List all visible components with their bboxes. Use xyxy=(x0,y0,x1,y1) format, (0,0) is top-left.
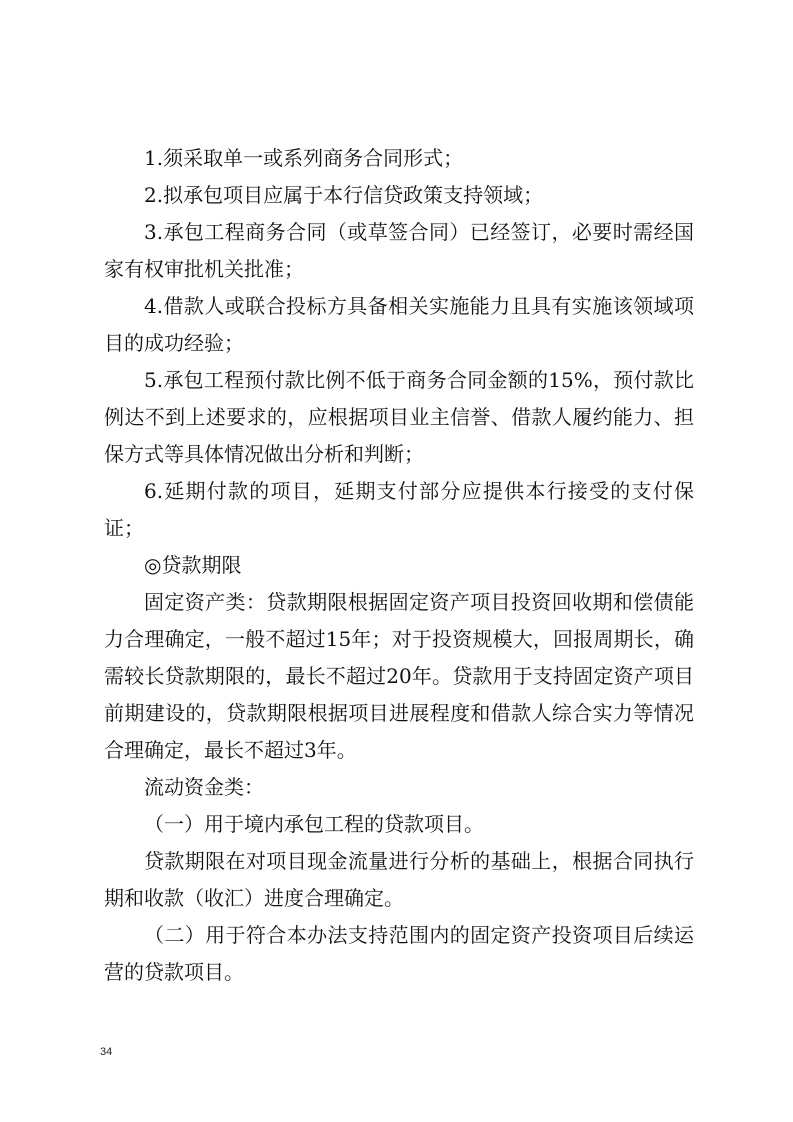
page-number: 34 xyxy=(100,1046,113,1058)
section-heading-loan-term: ◎贷款期限 xyxy=(144,553,242,577)
paragraph-condition-2: 2.拟承包项目应属于本行信贷政策支持领域； xyxy=(144,183,544,207)
document-body xyxy=(104,140,694,991)
paragraph-fixed-assets: 固定资产类：贷款期限根据固定资产项目投资回收期和偿债能力合理确定，一般不超过15年；对于投资规模大，回报周期长，确需较长贷款期限的，最长不超过20年。贷款用于支持固定资产项目前期建设的，贷款期限根据项目进展程度和借款人综合实力等情况合理确定，最长不超过3年。 xyxy=(104,590,694,762)
paragraph-condition-5: 5.承包工程预付款比例不低于商务合同金额的15%，预付款比例达不到上述要求的，应根据项目业主信誉、借款人履约能力、担保方式等具体情况做出分析和判断； xyxy=(104,368,694,466)
paragraph-item-1-detail: 贷款期限在对项目现金流量进行分析的基础上，根据合同执行期和收款（收汇）进度合理确定。 xyxy=(104,849,694,910)
paragraph-condition-1: 1.须采取单一或系列商务合同形式； xyxy=(144,146,464,170)
paragraph-item-1: （一）用于境内承包工程的贷款项目。 xyxy=(144,812,484,836)
paragraph-condition-3: 3.承包工程商务合同（或草签合同）已经签订，必要时需经国家有权审批机关批准； xyxy=(104,220,694,281)
paragraph-working-capital-heading: 流动资金类： xyxy=(144,775,264,799)
paragraph-condition-6: 6.延期付款的项目，延期支付部分应提供本行接受的支付保证； xyxy=(104,479,694,540)
paragraph-condition-4: 4.借款人或联合投标方具备相关实施能力且具有实施该领域项目的成功经验； xyxy=(104,294,694,355)
paragraph-item-2: （二）用于符合本办法支持范围内的固定资产投资项目后续运营的贷款项目。 xyxy=(104,923,694,984)
